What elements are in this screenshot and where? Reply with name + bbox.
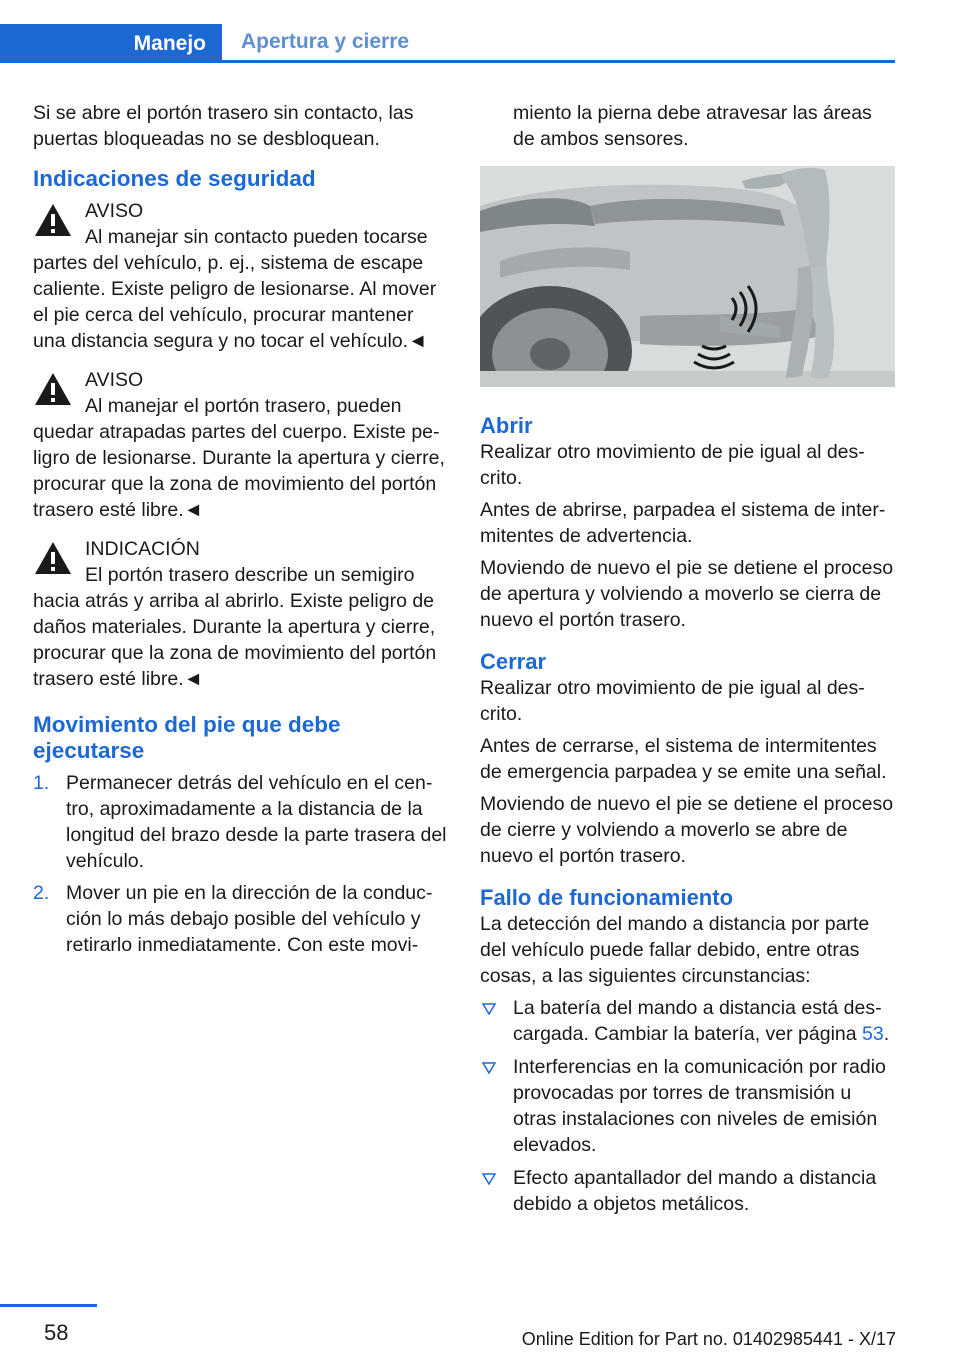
left-column	[33, 100, 448, 964]
warning-text: quedar atrapadas partes del cuerpo. Existe peligro de lesionarse. Durante la apertura y cierre, procurar que la zona de movimiento del portón trasero esté libre.◄	[33, 421, 445, 521]
list-item	[480, 1054, 896, 1158]
section-tab-apertura-y-cierre[interactable]: Apertura y cierre	[222, 24, 895, 60]
list-item	[33, 770, 448, 874]
warning-triangle-icon	[33, 202, 73, 238]
open-paragraph: Moviendo de nuevo el pie se detiene el proceso de apertura y volviendo a moverlo se cierra de nuevo el portón trasero.	[480, 557, 894, 631]
close-paragraph: Antes de cerrarse, el sistema de intermitentes de emergencia parpadea y se emite una señal.	[480, 735, 887, 783]
close-paragraph: Realizar otro movimiento de pie igual al descrito.	[480, 677, 865, 725]
warning-first-line: Al manejar sin contacto pueden tocarse	[85, 226, 428, 248]
header-rule	[0, 60, 895, 63]
right-column	[480, 100, 896, 1224]
warning-triangle-icon	[33, 371, 73, 407]
warning-text: partes del vehículo, p. ej., sistema de escape caliente. Existe peligro de lesionarse. Al mover el pie cerca del vehículo, procurar mantener una distancia segura y no tocar el vehículo.◄	[33, 252, 437, 352]
close-paragraph: Moviendo de nuevo el pie se detiene el proceso de cierre y volviendo a moverlo se abre de nuevo el portón trasero.	[480, 793, 894, 867]
notice-kind: INDICACIÓN	[85, 538, 200, 560]
bullet-text: La batería del mando a distancia está descargada. Cambiar la batería, ver página	[513, 997, 882, 1045]
notice-first-line: El portón trasero describe un semigiro	[85, 564, 415, 586]
step-text: Permanecer detrás del vehículo en el centro, aproximadamente a la distancia de la longitud del brazo desde la parte trasera del vehículo.	[66, 772, 447, 872]
footer-rule	[0, 1304, 97, 1307]
page-number: 58	[44, 1320, 69, 1345]
open-paragraph: Realizar otro movimiento de pie igual al descrito.	[480, 441, 865, 489]
warning-first-line: Al manejar el portón trasero, pueden	[85, 395, 402, 417]
section-tab-manejo[interactable]: Manejo	[0, 24, 222, 63]
intro-paragraph: Si se abre el portón trasero sin contacto, las puertas bloqueadas no se desbloquean.	[33, 102, 414, 150]
movement-heading: Movimiento del pie que debe ejecutarse	[33, 712, 341, 763]
open-heading: Abrir	[480, 413, 533, 438]
bullet-triangle-icon	[482, 1003, 496, 1015]
warning-block	[33, 367, 448, 523]
bullet-text: Efecto apantallador del mando a distancia debido a objetos metálicos.	[513, 1167, 877, 1215]
warning-kind: AVISO	[85, 200, 144, 222]
open-paragraph: Antes de abrirse, parpadea el sistema de intermitentes de advertencia.	[480, 499, 886, 547]
bullet-triangle-icon	[482, 1173, 496, 1185]
step-number: 1.	[33, 772, 50, 794]
list-item	[480, 995, 896, 1047]
list-item	[480, 1165, 896, 1217]
warning-block	[33, 198, 448, 354]
list-item	[33, 880, 448, 958]
bullet-suffix: .	[883, 1023, 890, 1045]
edition-note: Online Edition for Part no. 01402985441 - X/17	[521, 1329, 896, 1349]
close-heading: Cerrar	[480, 649, 547, 674]
steps-list	[33, 770, 448, 958]
safety-heading: Indicaciones de seguridad	[33, 166, 316, 191]
page-link[interactable]: 53	[862, 1023, 884, 1045]
step-number: 2.	[33, 882, 50, 904]
step-continuation: miento la pierna debe atravesar las áreas de ambos sensores.	[513, 102, 872, 150]
step-text: Mover un pie en la dirección de la conducción lo más debajo posible del vehículo y retirarlo inmediatamente. Con este movi-	[66, 882, 433, 956]
notice-text: hacia atrás y arriba al abrirlo. Existe peligro de daños materiales. Durante la apertura y cierre, procurar que la zona de movimiento del portón trasero esté libre.◄	[33, 590, 437, 690]
warning-kind: AVISO	[85, 369, 144, 391]
page-header	[0, 0, 960, 64]
malfunction-intro: La detección del mando a distancia por parte del vehículo puede fallar debido, entre otras cosas, a las siguientes circunstancias:	[480, 913, 870, 987]
illustration-foot-sensor	[480, 166, 895, 387]
car-foot-illustration	[480, 166, 895, 387]
warning-triangle-icon	[33, 540, 73, 576]
bullet-text: Interferencias en la comunicación por radio provocadas por torres de transmisión u otras instalaciones con niveles de emisión elevados.	[513, 1056, 886, 1156]
malfunction-list	[480, 995, 896, 1217]
bullet-triangle-icon	[482, 1062, 496, 1074]
malfunction-heading: Fallo de funcionamiento	[480, 885, 734, 910]
notice-block	[33, 536, 448, 692]
